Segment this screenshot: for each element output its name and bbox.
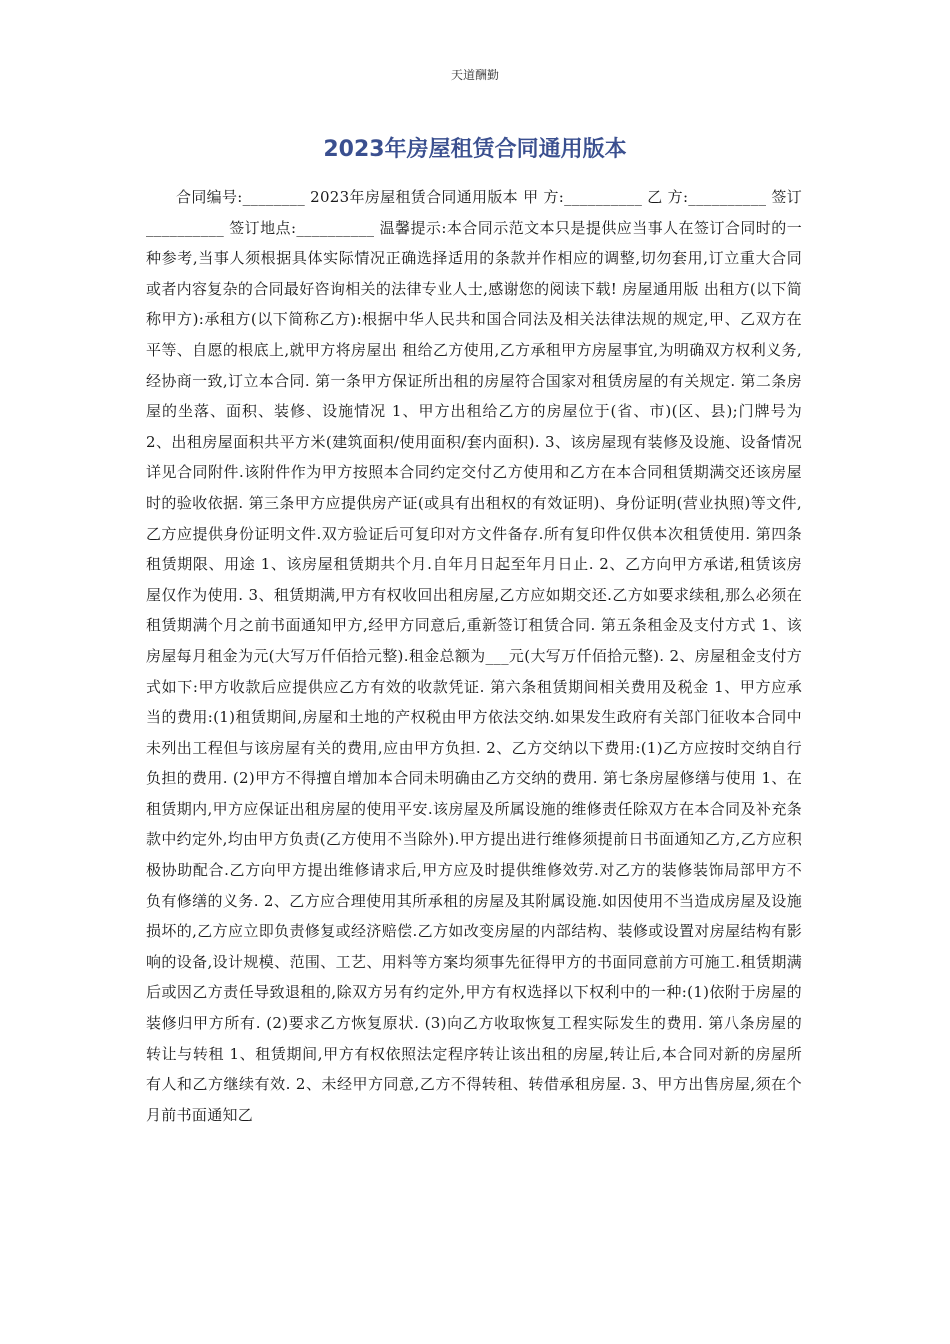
document-body: 合同编号:________ 2023年房屋租赁合同通用版本 甲 方:__________ 乙 方:__________ 签订__________ 签订地点:__________ 温馨提示:本合同示范文本只是提供应当事人在签订合同时的一种参考,当事人须根据具体实际情况正确选择适用的条款并作相应的调整,切勿套用,订立重大合同或者内容复杂的合同最好咨询相关的法律专业人士,感谢您的阅读下载! 房屋通用版 出租方(以下简称甲方):承租方(以下简称乙方):根据中华人民共和国合同法及相关法律法规的规定,甲、乙双方在平等、自愿的根底上,就甲方将房屋出 租给乙方使用,乙方承租甲方房屋事宜,为明确双方权利义务,经协商一致,订立本合同. 第一条甲方保证所出租的房屋符合国家对租赁房屋的有关规定. 第二条房屋的坐落、面积、装修、设施情况 1、甲方出租给乙方的房屋位于(省、市)(区、县);门牌号为 2、出租房屋面积共平方米(建筑面积/使用面积/套内面积). 3、该房屋现有装修及设施、设备情况详见合同附件.该附件作为甲方按照本合同约定交付乙方使用和乙方在本合同租赁期满交还该房屋时的验收依据. 第三条甲方应提供房产证(或具有出租权的有效证明)、身份证明(营业执照)等文件,乙方应提供身份证明文件.双方验证后可复印对方文件备存.所有复印件仅供本次租赁使用. 第四条租赁期限、用途 1、该房屋租赁期共个月.自年月日起至年月日止. 2、乙方向甲方承诺,租赁该房屋仅作为使用. 3、租赁期满,甲方有权收回出租房屋,乙方应如期交还.乙方如要求续租,那么必须在租赁期满个月之前书面通知甲方,经甲方同意后,重新签订租赁合同. 第五条租金及支付方式 1、该房屋每月租金为元(大写万仟佰拾元整).租金总额为___元(大写万仟佰拾元整). 2、房屋租金支付方式如下:甲方收款后应提供应乙方有效的收款凭证. 第六条租赁期间相关费用及税金 1、甲方应承当的费用:(1)租赁期间,房屋和土地的产权税由甲方依法交纳.如果发生政府有关部门征收本合同中未列出工程但与该房屋有关的费用,应由甲方负担. 2、乙方交纳以下费用:(1)乙方应按时交纳自行负担的费用. (2)甲方不得擅自增加本合同未明确由乙方交纳的费用. 第七条房屋修缮与使用 1、在租赁期内,甲方应保证出租房屋的使用平安.该房屋及所属设施的维修责任除双方在本合同及补充条款中约定外,均由甲方负责(乙方使用不当除外).甲方提出进行维修须提前日书面通知乙方,乙方应积极协助配合.乙方向甲方提出维修请求后,甲方应及时提供维修效劳.对乙方的装修装饰局部甲方不负有修缮的义务. 2、乙方应合理使用其所承租的房屋及其附属设施.如因使用不当造成房屋及设施损坏的,乙方应立即负责修复或经济赔偿.乙方如改变房屋的内部结构、装修或设置对房屋结构有影响的设备,设计规模、范围、工艺、用料等方案均须事先征得甲方的书面同意前方可施工.租赁期满后或因乙方责任导致退租的,除双方另有约定外,甲方有权选择以下权利中的一种:(1)依附于房屋的装修归甲方所有. (2)要求乙方恢复原状. (3)向乙方收取恢复工程实际发生的费用. 第八条房屋的转让与转租 1、租赁期间,甲方有权依照法定程序转让该出租的房屋,转让后,本合同对新的房屋所有人和乙方继续有效. 2、未经甲方同意,乙方不得转租、转借承租房屋. 3、甲方出售房屋,须在个月前书面通知乙 [146, 188, 802, 1124]
page-header: 天道酬勤 [450, 68, 499, 82]
document-title: 2023年房屋租赁合同通用版本 [323, 137, 627, 162]
